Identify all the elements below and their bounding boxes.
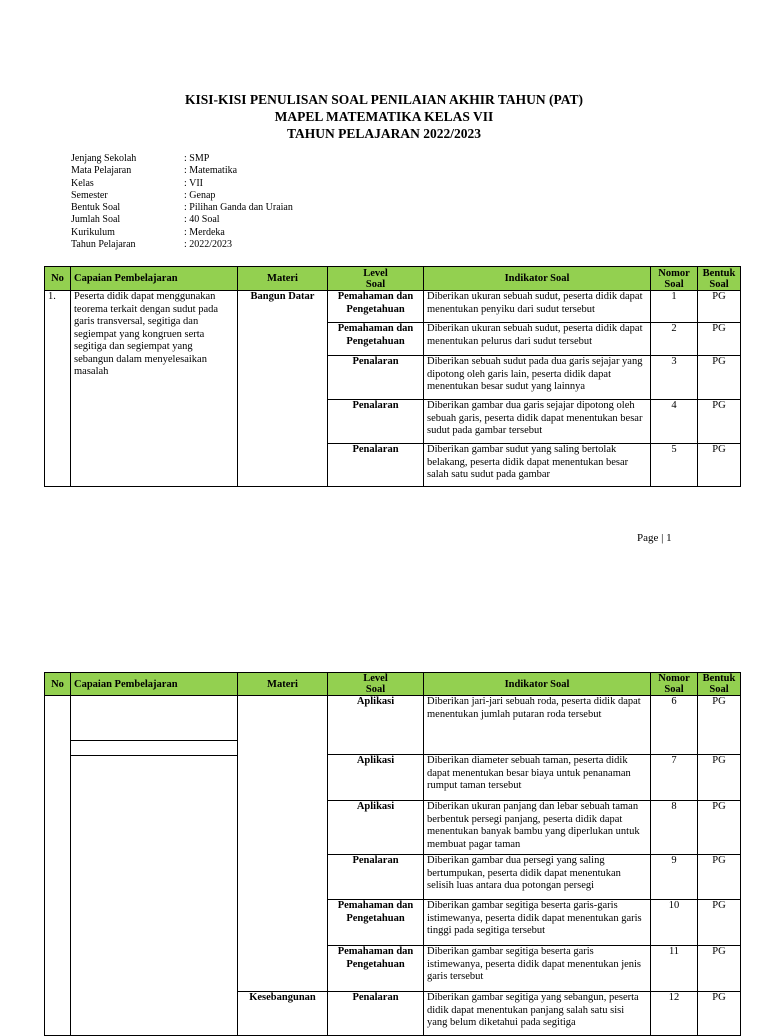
level-cell: Pemahaman dan Pengetahuan <box>328 291 424 323</box>
doc-title-line-2: MAPEL MATEMATIKA KELAS VII <box>274 109 494 124</box>
indikator-cell: Diberikan gambar dua persegi yang saling bertumpukan, peserta didik dapat menentukan selisih luas antara dua potongan persegi <box>424 855 651 900</box>
bentuk-cell: PG <box>698 755 741 801</box>
header-nomor <box>651 673 698 696</box>
header-indikator: Indikator Soal <box>424 267 651 291</box>
header-nomor-line-2: Soal <box>664 684 684 695</box>
cp-empty-line <box>71 741 237 756</box>
header-level <box>328 673 424 696</box>
bentuk-cell: PG <box>698 992 741 1036</box>
row-no-empty <box>45 696 71 1036</box>
header-no: No <box>45 673 71 696</box>
nomor-cell: 5 <box>651 444 698 487</box>
nomor-cell: 9 <box>651 855 698 900</box>
level-cell: Pemahaman dan Pengetahuan <box>328 323 424 356</box>
header-nomor-line-1: Nomor <box>658 673 690 684</box>
indikator-cell: Diberikan ukuran panjang dan lebar sebuah taman berbentuk persegi panjang, peserta didik dapat menentukan banyak bambu yang diperlukan untuk membuat pagar taman <box>424 801 651 855</box>
info-label: Jenjang Sekolah <box>71 153 137 164</box>
bentuk-cell: PG <box>698 323 741 356</box>
nomor-cell: 10 <box>651 900 698 946</box>
info-label: Kelas <box>71 177 94 189</box>
bentuk-cell: PG <box>698 946 741 992</box>
info-value: : 40 Soal <box>184 214 220 226</box>
cp-empty-line <box>71 696 237 741</box>
header-materi: Materi <box>238 673 328 696</box>
bentuk-cell: PG <box>698 291 741 323</box>
bentuk-cell: PG <box>698 696 741 755</box>
nomor-cell: 7 <box>651 755 698 801</box>
info-row <box>71 190 293 202</box>
table-header-row <box>45 267 741 291</box>
info-block <box>71 153 293 251</box>
info-label: Tahun Pelajaran <box>71 239 136 251</box>
indikator-cell: Diberikan gambar segitiga yang sebangun, peserta didik dapat menentukan panjang salah satu sisi yang belum diketahui pada segitiga <box>424 992 651 1036</box>
header-bentuk-line-1: Bentuk <box>702 673 736 684</box>
header-level-line-2: Soal <box>365 278 386 290</box>
info-value: : Pilihan Ganda dan Uraian <box>184 202 293 214</box>
header-nomor <box>651 267 698 291</box>
level-cell: Penalaran <box>328 855 424 900</box>
nomor-cell: 6 <box>651 696 698 755</box>
indikator-cell: Diberikan gambar dua garis sejajar dipotong oleh sebuah garis, peserta didik dapat menentukan besar sudut pada gambar tersebut <box>424 400 651 444</box>
header-bentuk-line-1: Bentuk <box>702 267 736 279</box>
level-cell: Aplikasi <box>328 801 424 855</box>
level-cell: Pemahaman dan Pengetahuan <box>328 946 424 992</box>
table-row <box>45 696 741 755</box>
header-indikator: Indikator Soal <box>424 673 651 696</box>
level-cell: Penalaran <box>328 444 424 487</box>
info-label: Kurikulum <box>71 226 115 238</box>
info-row <box>71 214 293 226</box>
indikator-cell: Diberikan gambar segitiga beserta garis istimewanya, peserta didik dapat menentukan jenis garis tersebut <box>424 946 651 992</box>
bentuk-cell: PG <box>698 356 741 400</box>
info-row <box>71 165 293 177</box>
bentuk-cell: PG <box>698 801 741 855</box>
nomor-cell: 4 <box>651 400 698 444</box>
header-level-line-1: Level <box>363 267 388 279</box>
header-level-line-2: Soal <box>365 684 386 695</box>
info-row <box>71 153 293 165</box>
bentuk-cell: PG <box>698 855 741 900</box>
header-materi: Materi <box>238 267 328 291</box>
info-label: Semester <box>71 189 108 201</box>
row-no: 1. <box>45 291 71 487</box>
table-header-row <box>45 673 741 696</box>
header-nomor-line-2: Soal <box>664 278 684 290</box>
info-row <box>71 178 293 190</box>
indikator-cell: Diberikan gambar sudut yang saling bertolak belakang, peserta didik dapat menentukan besar salah satu sudut pada gambar <box>424 444 651 487</box>
nomor-cell: 11 <box>651 946 698 992</box>
doc-title-line-3: TAHUN PELAJARAN 2022/2023 <box>286 126 481 141</box>
doc-title-line-1: KISI-KISI PENULISAN SOAL PENILAIAN AKHIR TAHUN (PAT) <box>184 92 584 107</box>
info-value: : 2022/2023 <box>184 239 233 251</box>
header-bentuk <box>698 673 741 696</box>
nomor-cell: 12 <box>651 992 698 1036</box>
indikator-cell: Diberikan gambar segitiga beserta garis-garis istimewanya, peserta didik dapat menentukan garis tinggi pada segitiga tersebut <box>424 900 651 946</box>
header-bentuk-line-2: Soal <box>709 684 729 695</box>
kisi-table-page-2 <box>44 672 741 1036</box>
capaian-pembelajaran-empty <box>71 696 238 1036</box>
info-value: : Matematika <box>184 165 238 177</box>
kisi-table-page-1 <box>44 266 741 487</box>
header-no: No <box>45 267 71 291</box>
header-bentuk-line-2: Soal <box>709 278 729 290</box>
header-nomor-line-1: Nomor <box>658 267 690 279</box>
nomor-cell: 3 <box>651 356 698 400</box>
header-bentuk <box>698 267 741 291</box>
header-cp: Capaian Pembelajaran <box>71 673 238 696</box>
header-level <box>328 267 424 291</box>
indikator-cell: Diberikan ukuran sebuah sudut, peserta didik dapat menentukan penyiku dari sudut tersebut <box>424 291 651 323</box>
bentuk-cell: PG <box>698 444 741 487</box>
info-value: : Genap <box>184 189 216 201</box>
indikator-cell: Diberikan ukuran sebuah sudut, peserta didik dapat menentukan pelurus dari sudut tersebut <box>424 323 651 356</box>
bentuk-cell: PG <box>698 900 741 946</box>
info-row <box>71 227 293 239</box>
nomor-cell: 1 <box>651 291 698 323</box>
page-number: Page | 1 <box>637 532 672 544</box>
info-label: Jumlah Soal <box>71 214 121 226</box>
table-row <box>45 291 741 323</box>
materi-cell: Kesebangunan <box>238 992 328 1036</box>
info-row <box>71 202 293 214</box>
header-level-line-1: Level <box>363 673 388 684</box>
info-row <box>71 239 293 251</box>
level-cell: Aplikasi <box>328 696 424 755</box>
level-cell: Penalaran <box>328 992 424 1036</box>
info-value: : Merdeka <box>184 226 225 238</box>
nomor-cell: 2 <box>651 323 698 356</box>
info-value: : VII <box>184 177 203 189</box>
nomor-cell: 8 <box>651 801 698 855</box>
level-cell: Aplikasi <box>328 755 424 801</box>
materi-cell-empty <box>238 696 328 992</box>
indikator-cell: Diberikan jari-jari sebuah roda, peserta didik dapat menentukan jumlah putaran roda tersebut <box>424 696 651 755</box>
header-cp: Capaian Pembelajaran <box>71 267 238 291</box>
level-cell: Penalaran <box>328 356 424 400</box>
info-label: Bentuk Soal <box>71 202 121 214</box>
info-label: Mata Pelajaran <box>71 165 132 177</box>
indikator-cell: Diberikan sebuah sudut pada dua garis sejajar yang dipotong oleh garis lain, peserta didik dapat menentukan besar sudut yang lainnya <box>424 356 651 400</box>
info-value: : SMP <box>184 153 210 164</box>
indikator-cell: Diberikan diameter sebuah taman, peserta didik dapat menentukan besar biaya untuk penanaman rumput taman tersebut <box>424 755 651 801</box>
level-cell: Penalaran <box>328 400 424 444</box>
bentuk-cell: PG <box>698 400 741 444</box>
materi-cell: Bangun Datar <box>238 291 328 487</box>
level-cell: Pemahaman dan Pengetahuan <box>328 900 424 946</box>
capaian-pembelajaran: Peserta didik dapat menggunakan teorema terkait dengan sudut pada garis transversal, segitiga dan segiempat yang kongruen serta segitiga dan segiempat yang sebangun dalam menyelesaikan masalah <box>71 291 238 487</box>
